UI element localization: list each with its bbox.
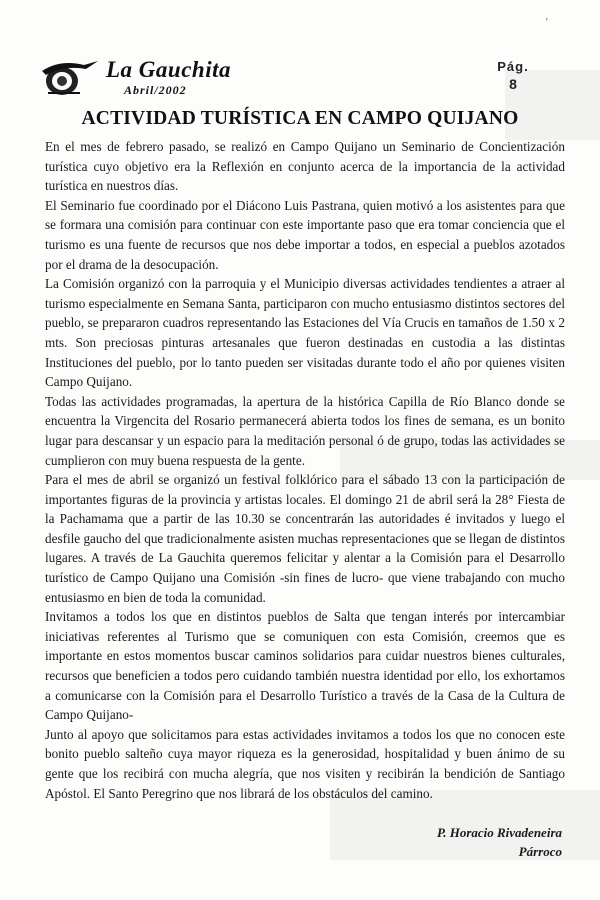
article-title: ACTIVIDAD TURÍSTICA EN CAMPO QUIJANO [81, 108, 519, 129]
article-body [45, 137, 565, 803]
paragraph-7: Junto al apoyo que solicitamos para estas actividades invitamos a todos los que no conocen este bonito pueblo salteño cuya mayor riqueza es la generosidad, hospitalidad y buen ánimo de su gente que los recibirá con mucha alegría, que nos visiten y recibirán la bendición de Santiago Apóstol. El Santo Peregrino que nos librará de los obstáculos del camino. [45, 726, 565, 801]
signature-role: Párroco [518, 844, 562, 859]
masthead-title: La Gauchita [106, 57, 231, 82]
gaucho-logo-icon [40, 55, 102, 99]
page-number: 8 [509, 76, 517, 92]
paragraph-3: La Comisión organizó con la parroquia y el Municipio diversas actividades tendientes a atraer al turismo especialmente en Semana Santa, participaron con mucho entusiasmo distintos sectores del pueblo, se prepararon cuadros representando las Estaciones del Vía Crucis en tamaños de 1.50 x 2 mts. Son preciosas pinturas artesanales que fueron destinadas en custodia a las distintas Instituciones del pueblo, por lo tanto pueden ser visitadas durante todo el año por quienes visiten Campo Quijano. [45, 276, 565, 390]
corner-mark: ʼ [545, 17, 549, 28]
paragraph-6: Invitamos a todos los que en distintos pueblos de Salta que tengan interés por intercambiar iniciativas referentes al Turismo que se comuniquen con esta Comisión, creemos que es importante en estos momentos buscar caminos solidarios para cuidar nuestros bienes culturales, recursos que beneficien a todos pero cuidando también nuestra identidad por ello, los exhortamos a comunicarse con la Comisión para el Desarrollo Turístico a través de la Casa de la Cultura de Campo Quijano- [45, 609, 565, 723]
page-header [40, 55, 560, 105]
paragraph-5: Para el mes de abril se organizó un festival folklórico para el sábado 13 con la participación de importantes figuras de la provincia y artistas locales. El domingo 21 de abril será la 28° Fiesta de la Pachamama que a partir de las 10.30 se concentrarán las autoridades é invitados y luego el desfile gaucho del que tradicionalmente asisten muchas representaciones que se llegan de distintos lugares. A través de La Gauchita queremos felicitar y alentar a la Comisión para el Desarrollo turístico de Campo Quijano una Comisión -sin fines de lucro- que viene trabajando con mucho entusiasmo en bien de toda la comunidad. [45, 472, 565, 605]
paragraph-4: Todas las actividades programadas, la apertura de la histórica Capilla de Río Blanco donde se encuentra la Virgencita del Rosario permanecerá abierta todos los fines de semana, es un bonito lugar para descansar y un espacio para la meditación personal ó de grupo, todas las actividades se cumplieron con muy buena respuesta de la gente. [45, 393, 565, 468]
issue-date: Abril/2002 [124, 83, 187, 97]
page-label: Pág. [497, 59, 529, 74]
paragraph-2: El Seminario fue coordinado por el Diácono Luis Pastrana, quien motivó a los asistentes para que se formara una comisión para continuar con este importante paso que era tomar conciencia que el turismo es una fuente de recursos que nos debe importar a todos, en especial a pueblos azotados por el drama de la desocupación. [45, 197, 565, 272]
page-number-block [488, 59, 538, 92]
signature-name: P. Horacio Rivadeneira [436, 825, 562, 840]
signature-block [437, 823, 562, 861]
paragraph-1: En el mes de febrero pasado, se realizó en Campo Quijano un Seminario de Concientización turística cuyo objetivo era la Reflexión en conjunto acerca de la importancia de la actividad turística en nuestros días. [45, 139, 565, 194]
